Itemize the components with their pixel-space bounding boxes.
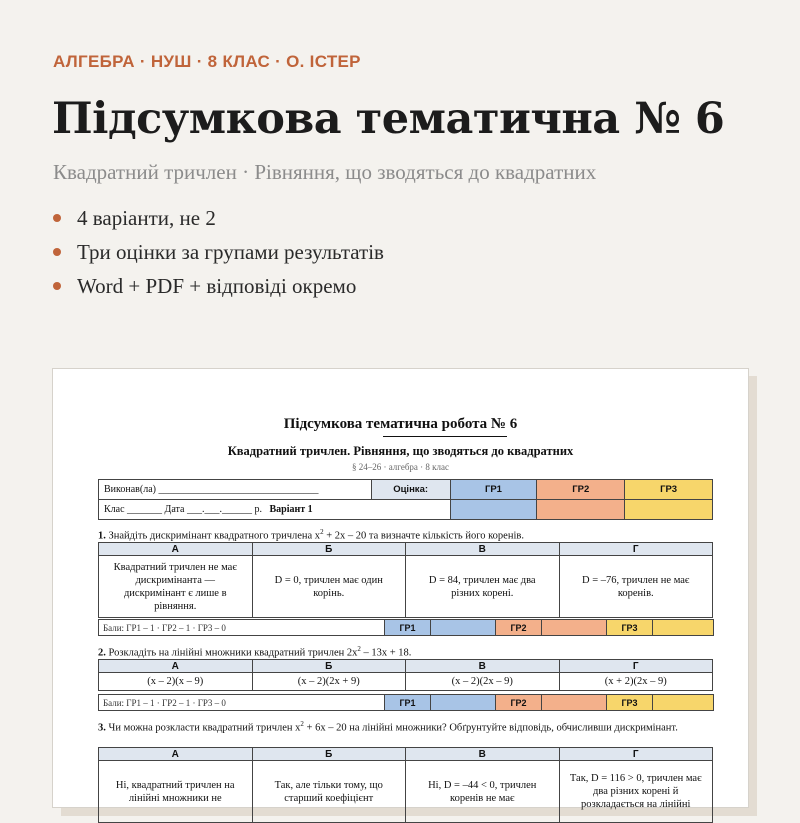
option-header: Б: [252, 660, 406, 673]
class-date-text: Клас _______ Дата ___.___.______ р.: [104, 504, 262, 515]
bullet-dot-icon: [53, 214, 61, 222]
option-c[interactable]: (x – 2)(2x – 9): [406, 673, 560, 691]
feature-text: 4 варіанти, не 2: [77, 205, 216, 230]
option-d[interactable]: (x + 2)(2x – 9): [559, 673, 713, 691]
option-a[interactable]: (x – 2)(x – 9): [99, 673, 253, 691]
page-title: Підсумкова тематична № 6: [52, 94, 725, 144]
bullet-dot-icon: [53, 282, 61, 290]
gr2-header: ГР2: [537, 480, 625, 500]
score-label: Бали: ГР1 – 1 · ГР2 – 1 · ГР3 – 0: [99, 695, 385, 711]
gr3-tag: ГР3: [607, 695, 653, 711]
class-date-field: [99, 500, 451, 520]
option-header: Б: [252, 543, 406, 556]
feature-text: Три оцінки за групами результатів: [77, 239, 384, 264]
superscript: 2: [357, 645, 361, 653]
gr2-score-cell: [542, 620, 607, 636]
question-1: [98, 526, 713, 543]
gr1-header: ГР1: [450, 480, 537, 500]
question-number: 2.: [98, 647, 106, 659]
header-table: [98, 479, 713, 520]
option-a[interactable]: Квадратний тричлен не має дискримінанта — дискримінант є лише в рівняння.: [99, 556, 253, 618]
gr1-grade-cell: [450, 500, 537, 520]
option-b[interactable]: (x – 2)(2x + 9): [252, 673, 406, 691]
document-preview: [52, 368, 749, 808]
gr3-score-cell: [653, 695, 714, 711]
option-a[interactable]: Ні, квадратний тричлен на лінійні множники не: [99, 761, 253, 823]
title-underline: [383, 436, 507, 437]
gr1-score-cell: [431, 695, 496, 711]
document-subtitle: Квадратний тричлен. Рівняння, що зводяться до квадратних: [227, 444, 574, 458]
question-number: 1.: [98, 530, 106, 542]
option-b[interactable]: Так, але тільки тому, що старший коефіцієнт: [252, 761, 406, 823]
score-row-q2: [98, 694, 714, 711]
gr3-score-cell: [653, 620, 714, 636]
gr2-grade-cell: [537, 500, 625, 520]
question-text: Чи можна розкласти квадратний тричлен x: [105, 722, 301, 734]
gr1-score-cell: [431, 620, 496, 636]
feature-item: [53, 235, 384, 269]
options-table-q3: [98, 747, 713, 823]
feature-item: [53, 269, 384, 303]
question-2: [98, 643, 713, 660]
gr2-tag: ГР2: [496, 620, 542, 636]
subject-kicker: АЛГЕБРА · НУШ · 8 КЛАС · О. ІСТЕР: [53, 52, 361, 71]
option-b[interactable]: D = 0, тричлен має один корінь.: [252, 556, 406, 618]
option-c[interactable]: Ні, D = –44 < 0, тричлен коренів не має: [406, 761, 560, 823]
option-header: Б: [252, 748, 406, 761]
gr3-tag: ГР3: [607, 620, 653, 636]
option-header: Г: [559, 543, 713, 556]
option-header: В: [406, 660, 560, 673]
question-text: Знайдіть дискримінант квадратного тричлена x: [105, 530, 321, 542]
option-d[interactable]: Так, D = 116 > 0, тричлен має два різних корені й розкладається на лінійні: [559, 761, 713, 823]
option-d[interactable]: D = –76, тричлен не має коренів.: [559, 556, 713, 618]
grade-label: Оцінка:: [371, 480, 450, 500]
option-header: В: [406, 748, 560, 761]
option-header: Г: [559, 660, 713, 673]
options-table-q1: [98, 542, 713, 618]
option-header: А: [99, 543, 253, 556]
feature-list: [53, 201, 384, 303]
option-header: В: [406, 543, 560, 556]
performer-field: Виконав(ла) ________________________________: [99, 480, 372, 500]
question-3: [98, 718, 713, 735]
gr3-grade-cell: [625, 500, 713, 520]
score-label: Бали: ГР1 – 1 · ГР2 – 1 · ГР3 – 0: [99, 620, 385, 636]
question-text: – 13x + 18.: [360, 647, 412, 659]
score-row-q1: [98, 619, 714, 636]
option-c[interactable]: D = 84, тричлен має два різних корені.: [406, 556, 560, 618]
gr1-tag: ГР1: [385, 620, 431, 636]
option-header: А: [99, 660, 253, 673]
superscript: 2: [320, 528, 324, 536]
document-section: § 24–26 · алгебра · 8 клас: [351, 462, 450, 472]
superscript: 2: [300, 720, 304, 728]
option-header: А: [99, 748, 253, 761]
options-table-q2: [98, 659, 713, 691]
bullet-dot-icon: [53, 248, 61, 256]
feature-text: Word + PDF + відповіді окремо: [77, 273, 357, 298]
gr2-score-cell: [542, 695, 607, 711]
question-text: + 6x – 20 на лінійні множники? Обґрунтуйте відповідь, обчисливши дискримінант.: [303, 722, 678, 734]
variant-label: Варіант 1: [269, 504, 313, 515]
question-number: 3.: [98, 722, 106, 734]
document-title: Підсумкова тематична робота № 6: [283, 416, 518, 432]
feature-item: [53, 201, 384, 235]
page-subtitle: Квадратний тричлен · Рівняння, що зводяться до квадратних: [53, 160, 597, 184]
option-header: Г: [559, 748, 713, 761]
gr2-tag: ГР2: [496, 695, 542, 711]
gr3-header: ГР3: [625, 480, 713, 500]
gr1-tag: ГР1: [385, 695, 431, 711]
question-text: Розкладіть на лінійні множники квадратний тричлен 2x: [105, 647, 358, 659]
question-text: + 2x – 20 та визначте кількість його коренів.: [323, 530, 524, 542]
